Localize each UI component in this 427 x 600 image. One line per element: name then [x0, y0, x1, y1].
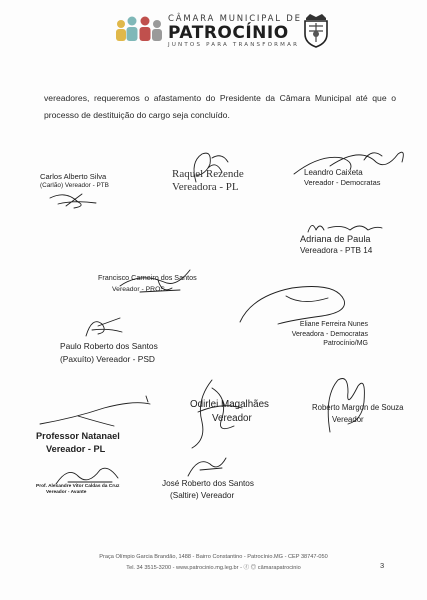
signer-name: Paulo Roberto dos Santos — [60, 341, 158, 351]
signer-name: Odirlei Magalhães — [190, 399, 269, 410]
signer-name: Carlos Alberto Silva — [40, 172, 107, 181]
signer-role: Vereadora - PL — [172, 181, 239, 193]
signer-role: (Saltire) Vereador — [170, 491, 235, 500]
signer-role: (Carlão) Vereador - PTB — [40, 182, 109, 189]
signer-role: Vereador - Democratas — [304, 178, 381, 187]
municipal-crest-icon — [302, 12, 330, 48]
signer-location: Patrocínio/MG — [323, 340, 368, 347]
signer-name: Professor Natanael — [36, 431, 120, 441]
signer-role: Vereadora - PTB 14 — [300, 246, 373, 255]
signature-carlos — [40, 172, 109, 190]
signature-ink-natanael — [34, 392, 154, 428]
signer-role: Vereador - PL — [46, 444, 106, 454]
brand-block — [168, 14, 302, 48]
signature-alexandre — [36, 484, 119, 496]
signer-role: Vereador — [332, 415, 364, 424]
signature-ink-paulo — [78, 312, 128, 342]
signer-role: Vereador — [212, 413, 252, 424]
footer-contact: Tel. 34 3515-3200 - www.patrocinio.mg.leg.br - ⓕ ◎ câmarapatrocinio — [126, 565, 301, 571]
signature-francisco — [98, 272, 197, 296]
signature-raquel — [172, 168, 244, 194]
request-paragraph: vereadores, requeremos o afastamento do Presidente da Câmara Municipal até que o processo de destituição do cargo seja concluído. — [44, 93, 396, 120]
signer-name: Raquel Rezende — [172, 168, 244, 180]
signer-name: Adriana de Paula — [300, 234, 371, 244]
chamber-logo-icon — [112, 14, 166, 46]
signature-leandro — [304, 168, 380, 188]
signer-role: Vereadora - Democratas — [291, 330, 368, 338]
brand-name: PATROCÍNIO — [168, 23, 289, 43]
signature-eliane — [250, 320, 368, 349]
signer-name: Prof. Alexandre Vitor Caldas da Cruz — [36, 484, 120, 489]
signature-natanael — [36, 430, 120, 456]
signer-name: José Roberto dos Santos — [162, 479, 254, 488]
signature-paulo — [60, 340, 158, 366]
page-number: 3 — [380, 561, 385, 570]
signature-odirlei — [190, 398, 269, 426]
signer-role: (Paxuíto) Vereador - PSD — [60, 354, 155, 364]
signature-roberto — [312, 402, 403, 426]
signer-role: Vereador - PROS — [112, 286, 165, 293]
signer-name: Roberto Margon de Souza — [312, 403, 404, 412]
signature-jose — [162, 478, 254, 502]
footer-address: Praça Olímpio Garcia Brandão, 1488 - Bairro Constantino - Patrocínio.MG - CEP 38747-050 — [99, 554, 328, 560]
signer-role: Vereador - Avante — [46, 490, 87, 495]
signer-name: Leandro Caixeta — [304, 168, 363, 177]
brand-tagline: JUNTOS PARA TRANSFORMAR — [168, 42, 300, 48]
signature-adriana — [300, 233, 372, 257]
signature-ink-jose — [178, 450, 238, 480]
brand-top-text: CÂMARA MUNICIPAL DE — [168, 14, 302, 24]
signer-name: Eliane Ferreira Nunes — [299, 321, 368, 328]
signer-name: Francisco Carneiro dos Santos — [98, 273, 197, 282]
